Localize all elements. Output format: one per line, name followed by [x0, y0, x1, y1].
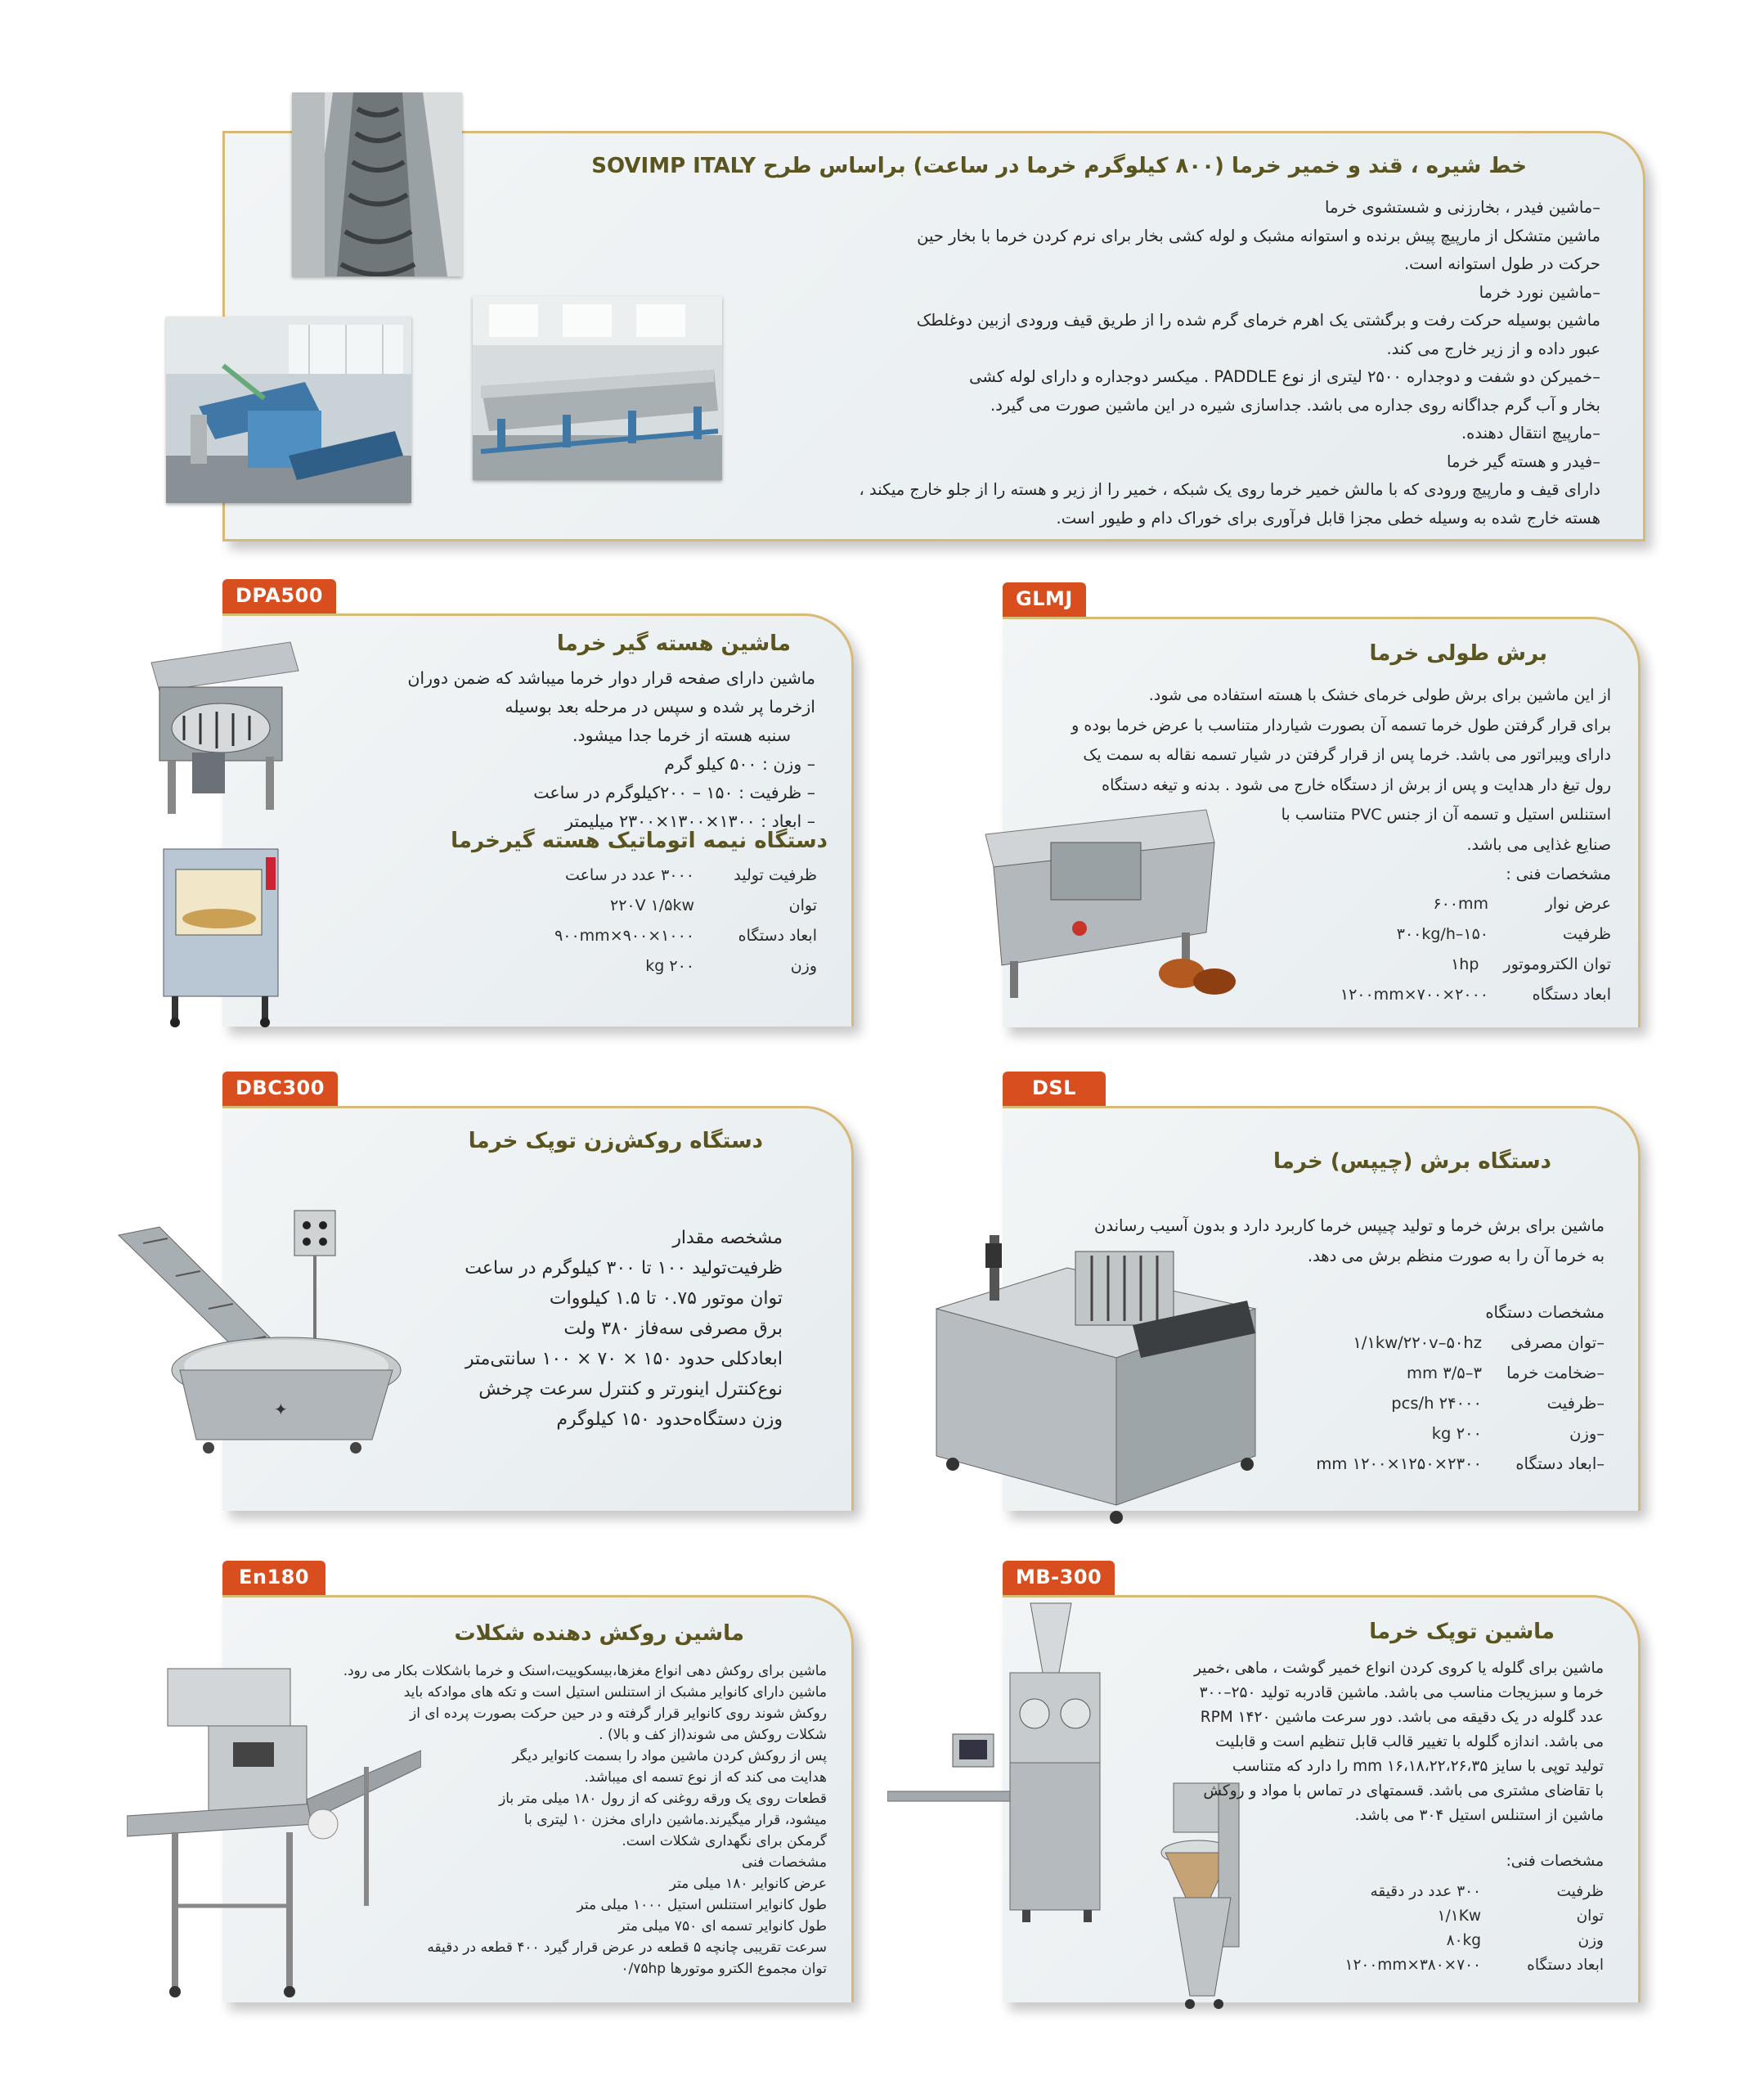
text-line: – وزن : ۵۰۰ کیلو گرم	[664, 754, 815, 774]
text-line: از این ماشین برای برش طولی خرمای خشک با هسته استفاده می شود.	[1148, 686, 1611, 704]
glmj-specs	[1340, 889, 1611, 1010]
text-line: –خمیرکن دو شفت و دوجداره ۲۵۰۰ لیتری از نوع PADDLE . میکسر دوجداره و دارای لوله کشی	[969, 367, 1600, 386]
spec-value: ۱/۱Kw	[1437, 1908, 1481, 1925]
text-line: صنایع غذایی می باشد.	[1466, 835, 1611, 854]
glmj-title: برش طولی خرما	[1369, 641, 1547, 666]
dsl-body	[1094, 1211, 1605, 1271]
spec-value: ۶۰۰mm	[1433, 895, 1488, 913]
text-line: ماشین از استنلس استیل ۳۰۴ می باشد.	[1354, 1807, 1604, 1824]
spec-row	[1316, 1358, 1605, 1388]
spec-row	[1345, 1880, 1604, 1904]
mb300-title: ماشین توپک خرما	[1369, 1620, 1555, 1644]
text-line: ماشین برای برش خرما و تولید چیپس خرما کاربرد دارد و بدون آسیب رساندن	[1094, 1216, 1605, 1235]
spec-row	[1316, 1418, 1605, 1449]
paddle-mixer-photo	[473, 296, 722, 480]
text-line: میشود، قرار میگیرند.ماشین دارای مخزن ۱۰ لیتری با	[523, 1812, 827, 1828]
text-line: ازخرما پر شده و سپس در مرحله بعد بوسیله	[505, 697, 815, 717]
date-chips-cutter-image	[928, 1235, 1259, 1534]
text-line: عرض کانوایر ۱۸۰ میلی متر	[669, 1876, 827, 1892]
encrusting-machine-image	[887, 1599, 1157, 1926]
spec-row	[554, 921, 817, 951]
text-line: با تقاضای مشتری می باشد. قسمتهای در تماس با مواد و روکش	[1203, 1782, 1604, 1800]
spec-value: ۲۰۰ kg	[645, 957, 694, 975]
text-line: – ابعاد : ۱۳۰۰×۱۳۰۰×۲۳۰۰ میلیمتر	[565, 811, 815, 831]
spec-value: ۳۰۰۰ عدد در ساعت	[564, 866, 694, 884]
screw-conveyor-photo	[292, 92, 462, 276]
dsl-title: دستگاه برش (چیپس) خرما	[1273, 1149, 1551, 1174]
spec-key: توان	[788, 896, 817, 914]
text-line: حرکت در طول استوانه است.	[1403, 254, 1600, 273]
spec-key: ظرفیت	[1562, 925, 1611, 943]
spec-key: ظرفیت	[1556, 1883, 1604, 1900]
text-line: به خرما آن را به صورت منظم برش می دهد.	[1307, 1247, 1605, 1265]
feeder-machine-photo	[166, 317, 411, 503]
spec-value: ۲۰۰ kg	[1431, 1424, 1482, 1443]
text-line: عدد گلوله در یک دقیقه می باشد. دور سرعت ماشین ۱۴۲۰ RPM	[1200, 1709, 1604, 1726]
spec-key: توان	[1576, 1908, 1604, 1925]
spec-row	[1340, 980, 1611, 1010]
text-line: ماشین بوسیله حرکت رفت و برگشتی یک اهرم خرمای گرم شده را از طریق قیف ورودی ازبین دوغلطک	[916, 311, 1600, 330]
en180-title: ماشین روکش دهنده شکلات	[454, 1621, 744, 1646]
spec-value: ۳–۳/۵ mm	[1407, 1364, 1482, 1382]
model-tag-glmj: GLMJ	[1003, 582, 1086, 617]
text-line: سنبه هسته از خرما جدا میشود.	[572, 726, 791, 745]
text-line: ماشین برای روکش دهی انواع مغزها،بیسکوییت،اسنک و خرما باشکلات بکار می رود.	[343, 1663, 827, 1679]
spec-row	[1316, 1328, 1605, 1358]
text-line: بخار و آب گرم جداگانه روی جداره می باشد. جداسازی شیره در این ماشین صورت می گیرد.	[990, 395, 1600, 415]
text-line: می باشد. اندازه گلوله با تغییر قالب قابل تنظیم است و قابلیت	[1215, 1733, 1604, 1750]
spec-row	[1316, 1388, 1605, 1418]
spec-row	[554, 891, 817, 921]
spec-value: ۲۴۰۰۰ pcs/h	[1391, 1394, 1482, 1413]
text-line: خرما و سبزیجات مناسب می باشد. ماشین قادربه تولید ۲۵۰–۳۰۰	[1199, 1684, 1604, 1701]
text-line: مشخصه مقدار	[672, 1228, 783, 1248]
spec-key: عرض نوار	[1545, 895, 1611, 913]
mb300-body	[1194, 1656, 1604, 1828]
spec-row	[1345, 1929, 1604, 1953]
text-line: عبور داده و از زیر خارج می کند.	[1386, 339, 1600, 358]
text-line: پس از روکش کردن ماشین مواد را بسمت کانوایر دیگر	[512, 1748, 827, 1764]
spec-key: –ظرفیت	[1546, 1394, 1605, 1413]
text-line: ابعادکلی حدود ۱۵۰ × ۷۰ × ۱۰۰ سانتی‌متر	[465, 1349, 783, 1369]
coating-machine-image	[110, 1202, 405, 1464]
top-body	[758, 194, 1600, 532]
spec-value: ۱۵۰–۳۰۰kg/h	[1396, 925, 1488, 943]
spec-value: ۲۳۰۰×۱۲۵۰×۱۲۰۰ mm	[1316, 1454, 1482, 1473]
spec-key: وزن	[1578, 1932, 1604, 1949]
model-tag-en180: En180	[222, 1561, 325, 1595]
spec-row	[1340, 919, 1611, 950]
text-line: ظرفیت‌تولید ۱۰۰ تا ۳۰۰ کیلوگرم در ساعت	[465, 1258, 783, 1278]
text-line: ماشین دارای کانوایر مشبک از استنلس استیل است و تکه های موادکه باید	[403, 1684, 827, 1701]
spec-value: ۲۰۰۰×۷۰۰×۱۲۰۰mm	[1340, 986, 1488, 1004]
text-line: طول کانوایر تسمه ای ۷۵۰ میلی متر	[618, 1918, 827, 1934]
dsl-specs	[1316, 1328, 1605, 1479]
text-line: هدایت می کند که از نوع تسمه ای میباشد.	[584, 1769, 827, 1786]
top-title: خط شیره ، قند و خمیر خرما (۸۰۰ کیلوگرم خرما در ساعت) براساس طرح SOVIMP ITALY	[591, 154, 1527, 178]
text-line: توان مجموع الکترو موتورها ۰/۷۵hp	[621, 1961, 827, 1977]
model-tag-dbc300: DBC300	[222, 1072, 338, 1106]
spec-row	[1340, 889, 1611, 919]
text-line: –ماشین فیدر ، بخارزنی و شستشوی خرما	[1325, 198, 1600, 217]
spec-value: ۸۰kg	[1446, 1932, 1481, 1949]
text-line: –فیدر و هسته گیر خرما	[1447, 452, 1600, 471]
text-line: توان موتور ۰.۷۵ تا ۱.۵ کیلووات	[549, 1288, 783, 1309]
text-line: روکش شوند روی کانوایر قرار گرفته و در حین حرکت بصورت پرده ای از	[409, 1705, 827, 1722]
model-tag-mb300: MB-300	[1003, 1561, 1115, 1595]
en180-body	[343, 1660, 827, 1979]
spec-row	[1340, 950, 1611, 980]
text-line: سرعت تقریبی چانچه ۵ قطعه در عرض قرار گیرد ۴۰۰ قطعه در دقیقه	[427, 1939, 827, 1956]
text-line: برای قرار گرفتن طول خرما تسمه آن بصورت شیاردار متناسب با عرض خرما بوده و	[1071, 716, 1611, 735]
dpa500-specs	[554, 861, 817, 982]
spec-value: ۱۰۰۰×۹۰۰×۹۰۰mm	[554, 927, 694, 945]
spec-row	[1316, 1449, 1605, 1479]
text-line: – ظرفیت : ۱۵۰ – ۲۰۰کیلوگرم در ساعت	[533, 783, 815, 802]
text-line: دارای قیف و مارپیچ ورودی که با مالش خمیر خرما روی یک شبکه ، خمیر را از زیر و هسته را از جلو خارج میکند ،	[859, 480, 1600, 499]
spec-key: –ابعاد دستگاه	[1515, 1454, 1605, 1473]
text-line: مشخصات فنی	[741, 1854, 827, 1871]
text-line: هسته خارج شده به وسیله خطی مجزا قابل فرآوری برای خوراک دام و طیور است.	[1056, 508, 1600, 528]
text-line: قطعات روی یک ورقه روغنی که از رول ۱۸۰ میلی متر باز	[499, 1791, 827, 1807]
text-line: وزن دستگاه‌حدود ۱۵۰ کیلوگرم	[556, 1409, 783, 1430]
text-line: ماشین برای گلوله یا کروی کردن انواع خمیر گوشت ، ماهی ،خمیر	[1193, 1660, 1604, 1677]
spec-key: –وزن	[1569, 1424, 1605, 1443]
spec-key: ابعاد دستگاه	[1532, 986, 1611, 1004]
mb300-spec-title: مشخصات فنی:	[1506, 1853, 1604, 1870]
dsl-spec-title: مشخصات دستگاه	[1485, 1303, 1605, 1322]
spec-value: ۱hp	[1451, 955, 1479, 973]
spec-row	[1345, 1904, 1604, 1929]
text-line: گرمکن برای نگهداری شکلات است.	[622, 1833, 827, 1849]
dbc300-body	[465, 1223, 783, 1435]
spec-value: ۲۲۰V ۱/۵kw	[609, 896, 694, 914]
text-line: ماشین دارای صفحه قرار دوار خرما میباشد که ضمن دوران	[407, 668, 815, 688]
spec-key: ظرفیت تولید	[734, 866, 817, 884]
spec-key: وزن	[790, 957, 817, 975]
mb300-specs	[1345, 1880, 1604, 1978]
spec-key: –ضخامت خرما	[1506, 1364, 1605, 1382]
text-line: طول کانوایر استنلس استیل ۱۰۰۰ میلی متر	[577, 1897, 827, 1913]
text-line: رول تیغ دار هدایت و پس از برش از دستگاه خارج می شود . بدنه و تیغه دستگاه	[1102, 775, 1611, 794]
spec-row	[554, 951, 817, 982]
glmj-body	[1071, 681, 1611, 890]
text-line: استنلس استیل و تسمه آن از جنس PVC متناسب با	[1281, 806, 1611, 824]
text-line: دارای ویبراتور می باشد. خرما پس از قرار گرفتن در شیار تسمه نقاله به سمت یک	[1083, 746, 1611, 764]
spec-row	[1345, 1953, 1604, 1978]
spec-key: –توان مصرفی	[1510, 1333, 1605, 1352]
spec-key: توان الکتروموتور	[1503, 955, 1611, 973]
text-line: ماشین متشکل از مارپیچ پیش برنده و استوانه مشبک و لوله کشی بخار برای نرم کردن خرما با بخار حین	[917, 226, 1600, 245]
text-line: تولید توپی با سایز ۱۶،۱۸،۲۲،۲۶،۳۵ mm را دارد که متناسب	[1232, 1758, 1604, 1775]
spec-value: ۱/۱kw/۲۲۰v–۵۰hz	[1353, 1333, 1482, 1352]
spec-key: ابعاد دستگاه	[738, 927, 817, 945]
spec-value: ۷۰۰×۳۸۰×۱۲۰۰mm	[1344, 1957, 1481, 1974]
text-line: نوع‌کنترل اینورتر و کنترل سرعت چرخش	[478, 1379, 783, 1400]
text-line: مشخصات فنی :	[1506, 865, 1611, 883]
date-pitting-machine-image	[143, 638, 307, 818]
model-tag-dpa500: DPA500	[222, 579, 336, 613]
dpa500-body	[407, 664, 815, 836]
dbc300-title: دستگاه روکش‌زن توپک خرما	[468, 1129, 763, 1153]
spec-value: ۳۰۰ عدد در دقیقه	[1370, 1883, 1481, 1900]
model-tag-dsl: DSL	[1003, 1072, 1106, 1106]
text-line: شکلات روکش می شوند(از کف و بالا) .	[599, 1727, 827, 1743]
semi-auto-pitting-machine-image	[155, 841, 290, 1029]
spec-key: ابعاد دستگاه	[1527, 1957, 1604, 1974]
text-line: –مارپیچ انتقال دهنده.	[1461, 424, 1600, 443]
dpa500-subtitle: دستگاه نیمه اتوماتیک هسته گیرخرما	[451, 829, 828, 853]
dpa500-title: ماشین هسته گیر خرما	[556, 631, 791, 656]
spec-row	[554, 861, 817, 891]
svg-text:✦: ✦	[274, 1400, 288, 1419]
text-line: برق مصرفی سه‌فاز ۳۸۰ ولت	[563, 1319, 783, 1339]
text-line: –ماشین نورد خرما	[1479, 282, 1600, 302]
